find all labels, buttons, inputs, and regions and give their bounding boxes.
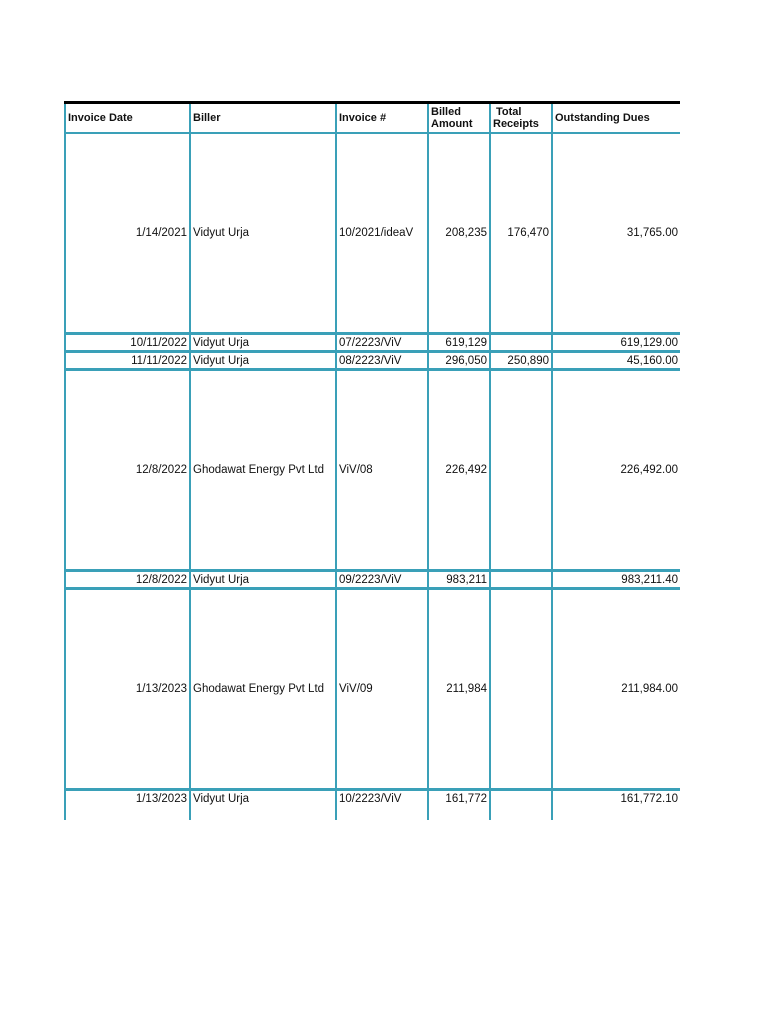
table-row xyxy=(65,589,680,790)
table-row xyxy=(65,352,680,370)
table-row xyxy=(65,571,680,589)
cell-billed-amount: 983,211 xyxy=(428,571,490,589)
cell-outstanding-dues: 211,984.00 xyxy=(552,589,680,790)
cell-billed-amount: 161,772 xyxy=(428,790,490,807)
cell-invoice-date: 12/8/2022 xyxy=(65,370,190,571)
cell-biller: Vidyut Urja xyxy=(190,334,336,352)
header-outstanding-dues: Outstanding Dues xyxy=(552,103,680,134)
cell-total-receipts xyxy=(490,571,552,589)
cell-billed-amount: 208,235 xyxy=(428,133,490,334)
table-row xyxy=(65,370,680,571)
cell-invoice-date: 1/13/2023 xyxy=(65,790,190,807)
invoice-table xyxy=(64,101,680,820)
header-row xyxy=(65,103,680,134)
cell-biller: Vidyut Urja xyxy=(190,352,336,370)
cell-outstanding-dues: 161,772.10 xyxy=(552,790,680,807)
cell-invoice-number: 10/2021/ideaV xyxy=(336,133,428,334)
header-invoice-number: Invoice # xyxy=(336,103,428,134)
cell-billed-amount: 211,984 xyxy=(428,589,490,790)
cell-total-receipts xyxy=(490,370,552,571)
cell-invoice-date: 10/11/2022 xyxy=(65,334,190,352)
header-billed-amount xyxy=(428,103,490,134)
cell-invoice-number: 10/2223/ViV xyxy=(336,790,428,807)
cell-invoice-date: 1/13/2023 xyxy=(65,589,190,790)
cell-billed-amount: 226,492 xyxy=(428,370,490,571)
cell-billed-amount: 296,050 xyxy=(428,352,490,370)
header-total-receipts-line2: Receipts xyxy=(493,118,539,130)
table-row xyxy=(65,790,680,807)
table-row xyxy=(65,133,680,334)
empty-cell xyxy=(428,806,490,820)
header-billed-amount-line2: Amount xyxy=(431,118,473,130)
empty-cell xyxy=(336,806,428,820)
cell-biller: Ghodawat Energy Pvt Ltd xyxy=(190,589,336,790)
cell-total-receipts: 176,470 xyxy=(490,133,552,334)
header-biller: Biller xyxy=(190,103,336,134)
empty-cell xyxy=(490,806,552,820)
cell-invoice-date: 11/11/2022 xyxy=(65,352,190,370)
cell-biller: Ghodawat Energy Pvt Ltd xyxy=(190,370,336,571)
cell-total-receipts xyxy=(490,589,552,790)
cell-invoice-number: 09/2223/ViV xyxy=(336,571,428,589)
cell-invoice-date: 1/14/2021 xyxy=(65,133,190,334)
cell-invoice-number: ViV/09 xyxy=(336,589,428,790)
cell-biller: Vidyut Urja xyxy=(190,790,336,807)
cell-billed-amount: 619,129 xyxy=(428,334,490,352)
cell-invoice-number: 08/2223/ViV xyxy=(336,352,428,370)
cell-total-receipts xyxy=(490,790,552,807)
cell-biller: Vidyut Urja xyxy=(190,133,336,334)
cell-biller: Vidyut Urja xyxy=(190,571,336,589)
header-total-receipts xyxy=(490,103,552,134)
cell-outstanding-dues: 619,129.00 xyxy=(552,334,680,352)
table-row-continuation xyxy=(65,806,680,820)
cell-outstanding-dues: 31,765.00 xyxy=(552,133,680,334)
cell-outstanding-dues: 983,211.40 xyxy=(552,571,680,589)
empty-cell xyxy=(552,806,680,820)
empty-cell xyxy=(65,806,190,820)
cell-outstanding-dues: 226,492.00 xyxy=(552,370,680,571)
header-invoice-date: Invoice Date xyxy=(65,103,190,134)
cell-outstanding-dues: 45,160.00 xyxy=(552,352,680,370)
cell-invoice-date: 12/8/2022 xyxy=(65,571,190,589)
empty-cell xyxy=(190,806,336,820)
cell-invoice-number: ViV/08 xyxy=(336,370,428,571)
table-row xyxy=(65,334,680,352)
header-billed-amount-line1: Billed xyxy=(431,106,461,118)
header-total-receipts-line1: Total xyxy=(496,106,522,118)
cell-invoice-number: 07/2223/ViV xyxy=(336,334,428,352)
cell-total-receipts: 250,890 xyxy=(490,352,552,370)
cell-total-receipts xyxy=(490,334,552,352)
